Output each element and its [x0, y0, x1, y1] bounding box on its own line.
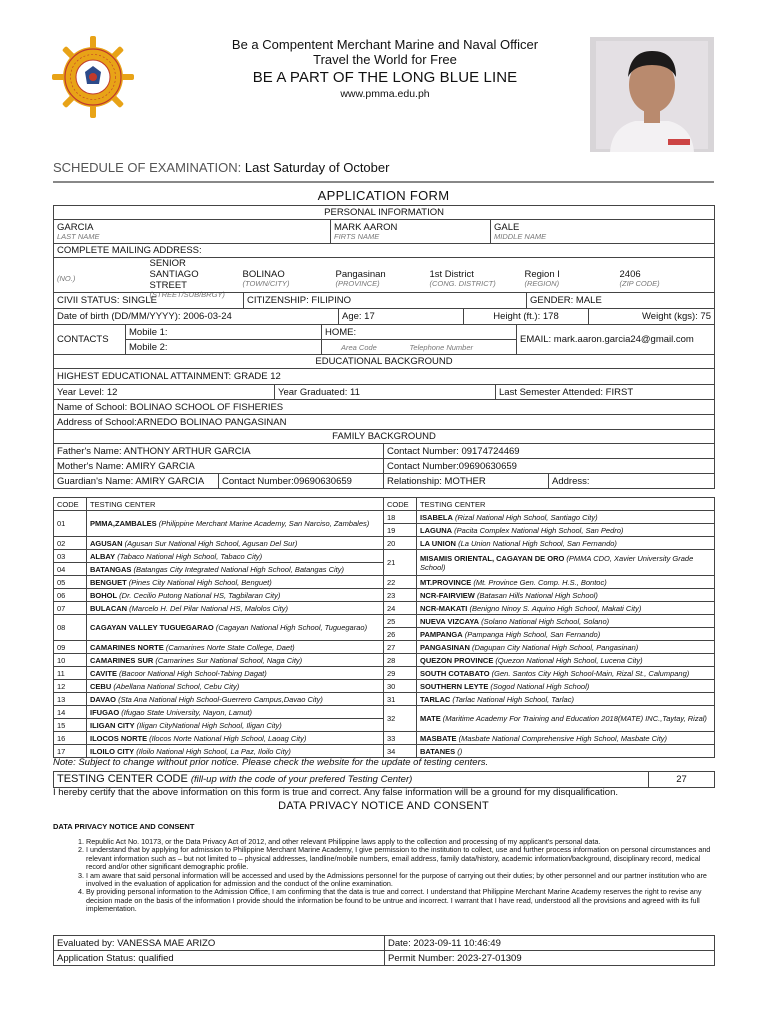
tc-center-left: CAMARINES SUR (Camarines Sur National School, Naga City): [87, 654, 384, 667]
tc-code-right: 18: [384, 511, 417, 524]
tc-center-right: NCR-MAKATI (Benigno Ninoy S. Aquino High School, Makati City): [417, 602, 715, 615]
tc-center-right: LA UNION (La Union National High School, San Fernando): [417, 537, 715, 550]
dob-row: [53, 308, 715, 325]
tc-code-left: 11: [54, 667, 87, 680]
slogan-line-1: Be a Compentent Merchant Marine and Naval Officer: [231, 37, 539, 52]
mother-name: Mother's Name: AMIRY GARCIA: [54, 459, 384, 474]
tc-code-right: 32: [384, 706, 417, 732]
tc-code-right: 34: [384, 745, 417, 758]
tc-center-left: BULACAN (Marcelo H. Del Pilar National HS, Malolos City): [87, 602, 384, 615]
tc-code-left: 10: [54, 654, 87, 667]
table-row: [54, 654, 715, 667]
tc-center-right: NUEVA VIZCAYA (Solano National High School, Solano): [417, 615, 715, 628]
tc-code-left: 14: [54, 706, 87, 719]
tc-code-right: 21: [384, 550, 417, 576]
evaluated-by: Evaluated by: VANESSA MAE ARIZO: [54, 936, 385, 951]
tc-center-right: PAMPANGA (Pampanga High School, San Fernando): [417, 628, 715, 641]
tc-center-left: PMMA,ZAMBALES (Philippine Merchant Marine Academy, San Narciso, Zambales): [87, 511, 384, 537]
tc-center-left: BENGUET (Pines City National High School, Benguet): [87, 576, 384, 589]
tc-center-left: ILIGAN CITY (Iligan CityNational High School, Iligan City): [87, 719, 384, 732]
tc-code-left: 13: [54, 693, 87, 706]
gender: GENDER: MALE: [527, 293, 715, 309]
contacts-label: CONTACTS: [54, 325, 126, 355]
evaluation-date: Date: 2023-09-11 10:46:49: [385, 936, 715, 951]
father-contact: Contact Number: 09174724469: [384, 444, 715, 459]
tc-center-left: CEBU (Abellana National School, Cebu City): [87, 680, 384, 693]
address-province: Pangasinan (PROVINCE): [335, 269, 386, 288]
tc-center-right: ISABELA (Rizal National High School, Santiago City): [417, 511, 715, 524]
address-district: 1st District (CONG. DISTRICT): [429, 269, 496, 288]
permit-number: Permit Number: 2023-27-01309: [385, 951, 715, 966]
table-row: [54, 706, 715, 719]
code-header-right: CODE: [384, 498, 417, 511]
table-row: [54, 537, 715, 550]
tc-code-left: 07: [54, 602, 87, 615]
tc-code-right: 22: [384, 576, 417, 589]
school-address: Address of School:ARNEDO BOLINAO PANGASINAN: [54, 415, 715, 430]
mother-contact: Contact Number:09690630659: [384, 459, 715, 474]
tc-code-right: 20: [384, 537, 417, 550]
contacts-table: [53, 324, 715, 355]
tc-center-left: AGUSAN (Agusan Sur National High School, Agusan Del Sur): [87, 537, 384, 550]
privacy-item: 3. I am aware that said personal information will be accessed and used by the Admissions personnel for the purpose of carrying out their duties; by other personnel and our partner institution who are involved in the evaluation of application for admission and the conduct of the online examination.: [86, 872, 711, 889]
tc-center-right: MASBATE (Masbate National Comprehensive High School, Masbate City): [417, 732, 715, 745]
schedule-value: Last Saturday of October: [244, 160, 390, 175]
tc-center-right: SOUTHERN LEYTE (Sogod National High School): [417, 680, 715, 693]
privacy-list: [86, 838, 711, 914]
schedule-label: SCHEDULE OF EXAMINATION:: [53, 160, 242, 175]
tc-code-right: 26: [384, 628, 417, 641]
slogan-line-3: BE A PART OF THE LONG BLUE LINE: [252, 69, 518, 86]
tc-center-right: LAGUNA (Pacita Complex National High School, San Pedro): [417, 524, 715, 537]
code-header-left: CODE: [54, 498, 87, 511]
last-name-field: GARCIA LAST NAME: [54, 220, 331, 244]
tc-center-right: QUEZON PROVINCE (Quezon National High School, Lucena City): [417, 654, 715, 667]
personal-info-header: PERSONAL INFORMATION: [54, 206, 715, 220]
slogan-line-2: Travel the World for Free: [313, 52, 457, 67]
guardian-address: Address:: [549, 474, 715, 489]
privacy-title: DATA PRIVACY NOTICE AND CONSENT: [278, 800, 489, 812]
evaluation-table: [53, 935, 715, 966]
tc-center-right: TARLAC (Tarlac National High School, Tarlac): [417, 693, 715, 706]
family-header: FAMILY BACKGROUND: [54, 430, 715, 444]
tc-code-right: 30: [384, 680, 417, 693]
application-form-table: [53, 205, 715, 258]
middle-name-field: GALE MIDDLE NAME: [491, 220, 715, 244]
tc-center-left: BATANGAS (Batangas City Integrated National High School, Batangas City): [87, 563, 384, 576]
tc-code-right: 33: [384, 732, 417, 745]
education-table: [53, 354, 715, 444]
tc-center-left: IFUGAO (Ifugao State University, Nayon, Lamut): [87, 706, 384, 719]
father-name: Father's Name: ANTHONY ARTHUR GARCIA: [54, 444, 384, 459]
tc-code-left: 01: [54, 511, 87, 537]
table-row: [54, 615, 715, 628]
tc-center-left: CAGAYAN VALLEY TUGUEGARAO (Cagayan National High School, Tuguegarao): [87, 615, 384, 641]
tc-code-left: 08: [54, 615, 87, 641]
testing-code-label: TESTING CENTER CODE (fill-up with the code of your prefered Testing Center): [54, 772, 649, 788]
tc-center-left: CAMARINES NORTE (Camarines Norte State College, Daet): [87, 641, 384, 654]
mobile-2: Mobile 2:: [126, 340, 322, 355]
form-title: APPLICATION FORM: [317, 188, 450, 203]
applicant-photo: [590, 37, 714, 152]
tc-code-right: 27: [384, 641, 417, 654]
testing-code-table: [53, 771, 715, 788]
center-header-right: TESTING CENTER: [417, 498, 715, 511]
application-status: Application Status: qualified: [54, 951, 385, 966]
civil-status: CIVII STATUS: SINGLE: [54, 293, 244, 309]
tc-code-right: 24: [384, 602, 417, 615]
guardian-contact: Contact Number:09690630659: [219, 474, 384, 489]
mobile-1: Mobile 1:: [126, 325, 322, 340]
table-row: [54, 602, 715, 615]
tc-code-right: 23: [384, 589, 417, 602]
family-table: [53, 443, 715, 489]
email: EMAIL: mark.aaron.garcia24@gmail.com: [517, 325, 715, 355]
tc-code-left: 03: [54, 550, 87, 563]
education-header: EDUCATIONAL BACKGROUND: [54, 355, 715, 369]
tc-center-right: NCR-FAIRVIEW (Batasan Hills National High School): [417, 589, 715, 602]
tc-code-left: 06: [54, 589, 87, 602]
tc-center-right: PANGASINAN (Dagupan City National High School, Pangasinan): [417, 641, 715, 654]
tc-code-left: 02: [54, 537, 87, 550]
tc-code-right: 25: [384, 615, 417, 628]
tc-code-left: 17: [54, 745, 87, 758]
date-of-birth: Date of birth (DD/MM/YYYY): 2006-03-24: [54, 309, 339, 325]
table-row: [54, 511, 715, 524]
website-url[interactable]: www.pmma.edu.ph: [340, 88, 430, 100]
school-name: Name of School: BOLINAO SCHOOL OF FISHERIES: [54, 400, 715, 415]
address-street: SENIOR SANTIAGO STREET (STREET/SUB/BRGY): [149, 258, 225, 299]
table-row: [54, 550, 715, 563]
tc-center-right: MT.PROVINCE (Mt. Province Gen. Comp. H.S., Bontoc): [417, 576, 715, 589]
address-town: BOLINAO (TOWN/CITY): [242, 269, 290, 288]
pmma-logo: [52, 36, 134, 118]
table-row: [54, 667, 715, 680]
address-region: Region I (REGION): [524, 269, 560, 288]
status-rows: [53, 292, 715, 309]
home-phone: HOME:: [322, 325, 517, 340]
table-row: [54, 732, 715, 745]
guardian-name: Guardian's Name: AMIRY GARCIA: [54, 474, 219, 489]
tc-code-left: 12: [54, 680, 87, 693]
testing-center-note: Note: Subject to change without prior notice. Please check the website for the update of testing centers.: [53, 757, 489, 768]
tc-center-right: SOUTH COTABATO (Gen. Santos City High School-Main, Rizal St., Calumpang): [417, 667, 715, 680]
tc-center-left: ILOILO CITY (Iloilo National High School, La Paz, Iloilo City): [87, 745, 384, 758]
tc-center-left: DAVAO (Sta Ana National High School-Guerrero Campus,Davao City): [87, 693, 384, 706]
tc-code-left: 15: [54, 719, 87, 732]
table-row: [54, 693, 715, 706]
home-phone-sub: Area Code Telephone Number: [322, 340, 517, 355]
privacy-item: 1. Republic Act No. 10173, or the Data Privacy Act of 2012, and other relevant Philippine laws apply to the collection and processing of my applicant's personal data.: [86, 838, 711, 846]
privacy-item: 4. By providing personal information to the Admission Office, I am confirming that the data is true and correct. I understand that Philippine Merchant Marine Academy reserves the right to revise any decision made on the basis of the information I provide should the information be found to be untrue and incorrect. I warrant that I have read, understood all the provisions and agreed with its full implementation.: [86, 888, 711, 913]
tc-center-left: ILOCOS NORTE (Ilocos Norte National High School, Laoag City): [87, 732, 384, 745]
guardian-relationship: Relationship: MOTHER: [384, 474, 549, 489]
privacy-heading: DATA PRIVACY NOTICE AND CONSENT: [53, 822, 195, 831]
tc-center-right: MATE (Maritime Academy For Training and Education 2018(MATE) INC.,Taytay, Rizal): [417, 706, 715, 732]
privacy-item: 2. I understand that by applying for admission to Philippine Merchant Marine Academy, I give permission to the institution to collect, use and further process information on personal circumstances and relevant information such as – but not limited to – physical addresses, landline/mobile numbers, email address, family data/history, academic information/background, disciplinary record, medical record and/or other significant demographic profile.: [86, 846, 711, 871]
weight: Weight (kgs): 75: [589, 309, 715, 325]
tc-code-right: 29: [384, 667, 417, 680]
year-level: Year Level: 12: [54, 385, 275, 400]
tc-code-left: 16: [54, 732, 87, 745]
table-row: [54, 745, 715, 758]
tc-center-right: BATANES (): [417, 745, 715, 758]
tc-code-left: 09: [54, 641, 87, 654]
tc-center-left: ALBAY (Tabaco National High School, Tabaco City): [87, 550, 384, 563]
mailing-address-label: COMPLETE MAILING ADDRESS:: [54, 244, 715, 258]
certification-statement: I hereby certify that the above information on this form is true and correct. Any false information will be a ground for my disqualification.: [53, 787, 618, 798]
tc-center-left: CAVITE (Bacoor National High School-Tabing Dagat): [87, 667, 384, 680]
tc-center-right: MISAMIS ORIENTAL, CAGAYAN DE ORO (PMMA CDO, Xavier University Grade School): [417, 550, 715, 576]
center-header-left: TESTING CENTER: [87, 498, 384, 511]
address-zip: 2406 (ZIP CODE): [617, 258, 715, 299]
divider: [53, 181, 714, 183]
table-row: [54, 680, 715, 693]
citizenship: CITIZENSHIP: FILIPINO: [244, 293, 527, 309]
tc-center-left: BOHOL (Dr. Cecilio Putong National HS, Tagbilaran City): [87, 589, 384, 602]
tc-code-right: 19: [384, 524, 417, 537]
testing-code-value: 27: [649, 772, 715, 788]
address-no: (NO.): [54, 258, 147, 299]
age: Age: 17: [339, 309, 464, 325]
tc-code-left: 04: [54, 563, 87, 576]
table-row: [54, 589, 715, 602]
table-row: [54, 576, 715, 589]
first-name-field: MARK AARON FIRTS NAME: [331, 220, 491, 244]
highest-education: HIGHEST EDUCATIONAL ATTAINMENT: GRADE 12: [54, 369, 715, 385]
year-graduated: Year Graduated: 11: [275, 385, 496, 400]
schedule-of-examination: [53, 160, 389, 175]
tc-code-right: 28: [384, 654, 417, 667]
tc-code-right: 31: [384, 693, 417, 706]
table-row: [54, 641, 715, 654]
last-semester: Last Semester Attended: FIRST: [496, 385, 715, 400]
height: Height (ft.): 178: [464, 309, 589, 325]
tc-code-left: 05: [54, 576, 87, 589]
testing-centers-table: [53, 497, 715, 758]
